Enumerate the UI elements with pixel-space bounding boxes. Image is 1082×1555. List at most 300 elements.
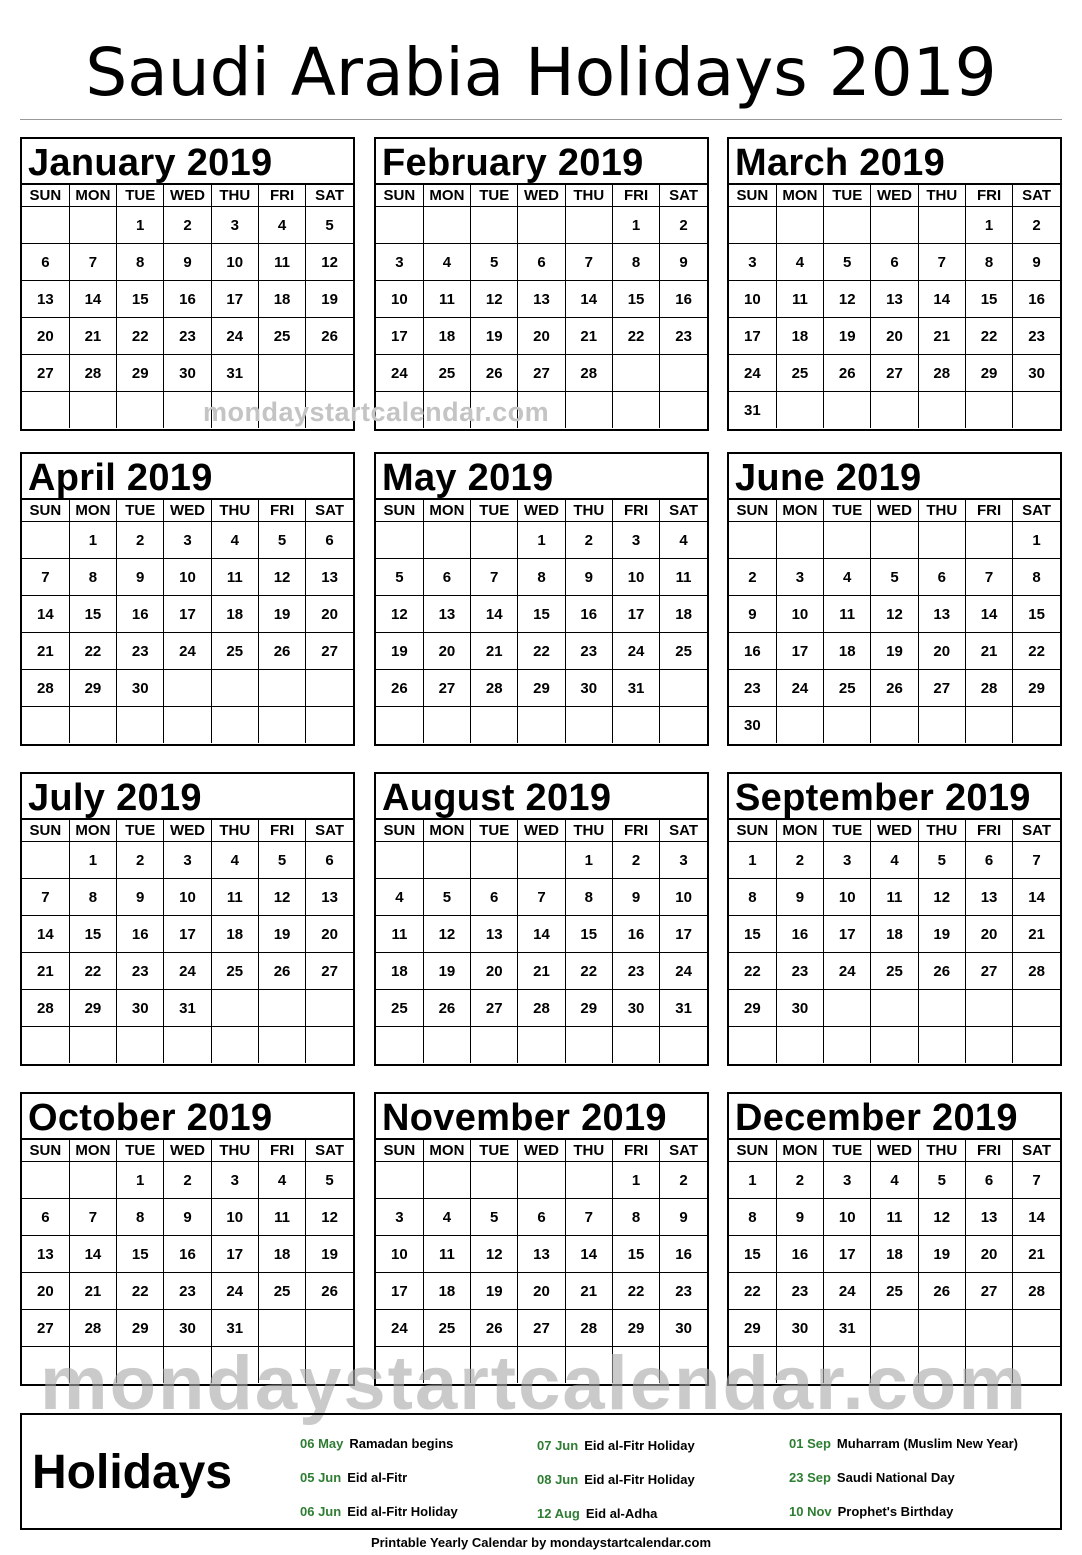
- day-cell: 1: [729, 1162, 776, 1199]
- weekday-header: MON: [423, 184, 470, 207]
- weekday-header: SAT: [660, 499, 707, 522]
- day-cell: 20: [306, 916, 353, 953]
- day-cell: 12: [824, 281, 871, 318]
- day-cell: 29: [117, 1310, 164, 1347]
- weekday-header: FRI: [965, 1139, 1012, 1162]
- day-cell: 7: [69, 1199, 116, 1236]
- weekday-header: WED: [164, 819, 211, 842]
- day-cell: 5: [871, 559, 918, 596]
- day-cell: [871, 1347, 918, 1384]
- day-cell: [871, 522, 918, 559]
- day-cell: 4: [258, 207, 305, 244]
- day-cell: 9: [117, 559, 164, 596]
- day-cell: 15: [612, 1236, 659, 1273]
- day-cell: 15: [965, 281, 1012, 318]
- day-cell: 29: [729, 1310, 776, 1347]
- day-cell: [376, 1027, 423, 1064]
- weekday-header: SUN: [729, 499, 776, 522]
- day-cell: 23: [776, 953, 823, 990]
- weekday-header: SAT: [660, 819, 707, 842]
- page-title: Saudi Arabia Holidays 2019: [85, 34, 997, 111]
- day-cell: 21: [1013, 1236, 1060, 1273]
- day-cell: 16: [660, 1236, 707, 1273]
- holiday-date: 01 Sep: [789, 1436, 831, 1451]
- day-cell: [22, 207, 69, 244]
- month-title: October 2019: [28, 1097, 273, 1139]
- day-cell: 4: [871, 1162, 918, 1199]
- weekday-header: THU: [918, 499, 965, 522]
- day-cell: 13: [22, 1236, 69, 1273]
- day-cell: [824, 522, 871, 559]
- month-title: June 2019: [735, 457, 922, 499]
- day-cell: 24: [211, 318, 258, 355]
- day-cell: 15: [565, 916, 612, 953]
- day-cell: [565, 1027, 612, 1064]
- day-cell: [776, 207, 823, 244]
- day-cell: [1013, 392, 1060, 429]
- day-cell: 27: [22, 1310, 69, 1347]
- day-cell: 30: [164, 355, 211, 392]
- weekday-header: WED: [871, 499, 918, 522]
- weekday-header: FRI: [258, 184, 305, 207]
- holiday-name: Eid al-Adha: [585, 1506, 658, 1521]
- day-cell: [258, 1347, 305, 1384]
- day-cell: [1013, 1027, 1060, 1064]
- day-cell: [471, 392, 518, 429]
- day-cell: [612, 707, 659, 744]
- day-cell: 6: [22, 244, 69, 281]
- day-cell: 5: [918, 842, 965, 879]
- day-cell: [211, 392, 258, 429]
- day-cell: 26: [824, 355, 871, 392]
- day-cell: 23: [117, 633, 164, 670]
- day-cell: 18: [660, 596, 707, 633]
- day-cell: [22, 1347, 69, 1384]
- day-cell: 24: [612, 633, 659, 670]
- holiday-date: 23 Sep: [789, 1470, 831, 1485]
- day-cell: 3: [376, 244, 423, 281]
- day-cell: 31: [164, 990, 211, 1027]
- weekday-header: MON: [776, 184, 823, 207]
- day-cell: 22: [117, 318, 164, 355]
- day-cell: 9: [117, 879, 164, 916]
- day-cell: 12: [258, 879, 305, 916]
- weekday-header: TUE: [117, 184, 164, 207]
- day-cell: 27: [22, 355, 69, 392]
- day-cell: 25: [824, 670, 871, 707]
- day-cell: [69, 1347, 116, 1384]
- day-cell: 25: [211, 633, 258, 670]
- day-cell: [660, 1027, 707, 1064]
- day-cell: [918, 1347, 965, 1384]
- weekday-header: THU: [565, 819, 612, 842]
- weekday-header: TUE: [824, 499, 871, 522]
- day-cell: 26: [918, 953, 965, 990]
- day-cell: 22: [565, 953, 612, 990]
- day-cell: 6: [518, 244, 565, 281]
- day-cell: 28: [471, 670, 518, 707]
- day-cell: 18: [211, 596, 258, 633]
- day-cell: 10: [211, 1199, 258, 1236]
- month-calendar: [374, 452, 709, 746]
- day-cell: [22, 1162, 69, 1199]
- day-cell: 29: [69, 990, 116, 1027]
- weekday-header: FRI: [965, 184, 1012, 207]
- day-cell: 4: [423, 244, 470, 281]
- day-cell: 21: [69, 318, 116, 355]
- day-cell: [965, 1027, 1012, 1064]
- weekday-header: MON: [776, 499, 823, 522]
- day-cell: 27: [471, 990, 518, 1027]
- weekday-header: FRI: [612, 819, 659, 842]
- weekday-header: SAT: [1013, 184, 1060, 207]
- holiday-date: 12 Aug: [537, 1506, 580, 1521]
- day-cell: 13: [22, 281, 69, 318]
- day-cell: 17: [612, 596, 659, 633]
- day-cell: [258, 670, 305, 707]
- day-cell: [69, 1027, 116, 1064]
- day-cell: 20: [423, 633, 470, 670]
- day-cell: [729, 1347, 776, 1384]
- day-cell: 23: [612, 953, 659, 990]
- month-title: May 2019: [382, 457, 554, 499]
- day-cell: 25: [211, 953, 258, 990]
- day-cell: 17: [660, 916, 707, 953]
- day-cell: 13: [965, 879, 1012, 916]
- day-cell: 4: [776, 244, 823, 281]
- day-cell: [211, 1027, 258, 1064]
- day-cell: 14: [518, 916, 565, 953]
- weekday-header: SAT: [1013, 1139, 1060, 1162]
- day-cell: 9: [164, 244, 211, 281]
- day-cell: 22: [69, 953, 116, 990]
- day-cell: 27: [518, 1310, 565, 1347]
- day-cell: 13: [518, 1236, 565, 1273]
- day-cell: 16: [776, 916, 823, 953]
- day-cell: 5: [306, 207, 353, 244]
- holiday-item: [789, 1470, 955, 1485]
- day-cell: 28: [69, 1310, 116, 1347]
- day-cell: [471, 707, 518, 744]
- day-cell: 29: [69, 670, 116, 707]
- weekday-header: MON: [69, 1139, 116, 1162]
- month-calendar: [727, 137, 1062, 431]
- day-cell: 30: [729, 707, 776, 744]
- day-cell: [211, 990, 258, 1027]
- day-cell: [423, 842, 470, 879]
- day-cell: 21: [565, 318, 612, 355]
- day-cell: 30: [776, 990, 823, 1027]
- day-cell: [518, 207, 565, 244]
- day-cell: 5: [423, 879, 470, 916]
- day-cell: 20: [518, 1273, 565, 1310]
- day-cell: 21: [565, 1273, 612, 1310]
- day-cell: 5: [306, 1162, 353, 1199]
- day-cell: [306, 1027, 353, 1064]
- day-cell: 3: [164, 522, 211, 559]
- weekday-header: TUE: [824, 184, 871, 207]
- holidays-heading: Holidays: [32, 1446, 233, 1499]
- day-cell: 10: [376, 281, 423, 318]
- month-title: December 2019: [735, 1097, 1018, 1139]
- day-cell: [776, 1027, 823, 1064]
- watermark-small: mondaystartcalendar.com: [203, 397, 550, 427]
- day-cell: [660, 392, 707, 429]
- day-cell: 26: [471, 355, 518, 392]
- day-cell: 22: [69, 633, 116, 670]
- day-cell: 22: [965, 318, 1012, 355]
- day-cell: [376, 1347, 423, 1384]
- day-cell: 31: [660, 990, 707, 1027]
- day-cell: 3: [824, 842, 871, 879]
- weekday-header: MON: [69, 184, 116, 207]
- day-cell: 28: [565, 355, 612, 392]
- day-cell: [471, 1027, 518, 1064]
- day-cell: [1013, 990, 1060, 1027]
- day-cell: 6: [306, 522, 353, 559]
- day-cell: 18: [423, 318, 470, 355]
- weekday-header: TUE: [117, 499, 164, 522]
- day-cell: 21: [918, 318, 965, 355]
- day-cell: 19: [471, 1273, 518, 1310]
- day-cell: [918, 207, 965, 244]
- weekday-header: SUN: [729, 184, 776, 207]
- day-cell: 29: [565, 990, 612, 1027]
- holiday-item: [537, 1506, 657, 1521]
- day-cell: 15: [518, 596, 565, 633]
- day-cell: 9: [565, 559, 612, 596]
- day-cell: [306, 1310, 353, 1347]
- day-cell: 19: [423, 953, 470, 990]
- day-cell: [871, 1027, 918, 1064]
- weekday-header: WED: [518, 499, 565, 522]
- day-cell: 6: [471, 879, 518, 916]
- day-cell: 13: [918, 596, 965, 633]
- day-cell: [376, 1162, 423, 1199]
- weekday-header: SUN: [376, 499, 423, 522]
- day-cell: 21: [22, 633, 69, 670]
- day-cell: 1: [1013, 522, 1060, 559]
- day-cell: [824, 207, 871, 244]
- day-cell: 11: [211, 879, 258, 916]
- day-cell: 6: [518, 1199, 565, 1236]
- day-cell: 6: [965, 842, 1012, 879]
- day-cell: 20: [871, 318, 918, 355]
- day-cell: 26: [471, 1310, 518, 1347]
- day-cell: 31: [612, 670, 659, 707]
- day-cell: [776, 522, 823, 559]
- day-cell: 30: [660, 1310, 707, 1347]
- day-cell: 9: [729, 596, 776, 633]
- month-title: November 2019: [382, 1097, 667, 1139]
- day-cell: 13: [965, 1199, 1012, 1236]
- day-cell: [306, 990, 353, 1027]
- day-cell: 21: [69, 1273, 116, 1310]
- day-cell: 13: [518, 281, 565, 318]
- day-cell: 2: [117, 842, 164, 879]
- day-cell: 29: [729, 990, 776, 1027]
- day-cell: [660, 707, 707, 744]
- day-cell: 2: [1013, 207, 1060, 244]
- day-cell: [965, 1310, 1012, 1347]
- day-cell: [376, 707, 423, 744]
- weekday-header: TUE: [471, 499, 518, 522]
- day-cell: 23: [660, 318, 707, 355]
- day-cell: [471, 207, 518, 244]
- day-cell: 15: [729, 1236, 776, 1273]
- day-cell: [258, 1027, 305, 1064]
- day-cell: [824, 990, 871, 1027]
- weekday-header: MON: [69, 499, 116, 522]
- day-cell: 10: [612, 559, 659, 596]
- day-cell: 26: [306, 1273, 353, 1310]
- holiday-name: Eid al-Fitr Holiday: [584, 1472, 695, 1487]
- day-cell: 18: [871, 916, 918, 953]
- day-cell: 13: [871, 281, 918, 318]
- day-cell: 11: [871, 1199, 918, 1236]
- day-cell: 14: [565, 1236, 612, 1273]
- day-cell: [306, 707, 353, 744]
- weekday-header: THU: [565, 1139, 612, 1162]
- day-cell: 9: [776, 1199, 823, 1236]
- day-cell: 20: [22, 1273, 69, 1310]
- weekday-header: SUN: [22, 499, 69, 522]
- day-cell: 5: [471, 1199, 518, 1236]
- day-cell: 17: [824, 1236, 871, 1273]
- weekday-header: SUN: [22, 819, 69, 842]
- day-cell: [776, 392, 823, 429]
- day-cell: 7: [565, 1199, 612, 1236]
- day-cell: [423, 392, 470, 429]
- weekday-header: MON: [69, 819, 116, 842]
- day-cell: 2: [776, 842, 823, 879]
- weekday-header: WED: [164, 499, 211, 522]
- day-cell: [211, 707, 258, 744]
- month-title: September 2019: [735, 777, 1031, 819]
- day-cell: [518, 1347, 565, 1384]
- day-cell: 22: [1013, 633, 1060, 670]
- day-cell: 19: [258, 916, 305, 953]
- day-cell: 24: [824, 953, 871, 990]
- day-cell: 2: [164, 207, 211, 244]
- day-cell: 9: [660, 1199, 707, 1236]
- weekday-header: TUE: [471, 184, 518, 207]
- weekday-header: SAT: [660, 1139, 707, 1162]
- holiday-date: 08 Jun: [537, 1472, 579, 1487]
- day-cell: 12: [471, 281, 518, 318]
- day-cell: [117, 1027, 164, 1064]
- day-cell: 14: [471, 596, 518, 633]
- day-cell: [1013, 1347, 1060, 1384]
- day-cell: [423, 707, 470, 744]
- day-cell: [117, 1347, 164, 1384]
- day-cell: [871, 990, 918, 1027]
- day-cell: [117, 392, 164, 429]
- day-cell: 26: [306, 318, 353, 355]
- day-cell: 30: [117, 670, 164, 707]
- day-cell: 17: [824, 916, 871, 953]
- day-cell: 23: [1013, 318, 1060, 355]
- day-cell: 25: [776, 355, 823, 392]
- day-cell: [612, 355, 659, 392]
- day-cell: 24: [164, 633, 211, 670]
- day-cell: 26: [258, 953, 305, 990]
- holiday-date: 07 Jun: [537, 1438, 579, 1453]
- day-cell: 22: [729, 953, 776, 990]
- day-cell: 7: [518, 879, 565, 916]
- day-cell: [164, 1027, 211, 1064]
- day-cell: 10: [824, 1199, 871, 1236]
- day-cell: [211, 1347, 258, 1384]
- day-cell: 7: [69, 244, 116, 281]
- day-cell: 29: [612, 1310, 659, 1347]
- day-cell: 5: [376, 559, 423, 596]
- day-cell: [965, 392, 1012, 429]
- day-cell: 14: [965, 596, 1012, 633]
- weekday-header: WED: [164, 1139, 211, 1162]
- day-cell: 27: [306, 953, 353, 990]
- day-cell: 5: [258, 522, 305, 559]
- holiday-name: Eid al-Fitr Holiday: [584, 1438, 695, 1453]
- weekday-header: WED: [871, 1139, 918, 1162]
- day-cell: 1: [612, 1162, 659, 1199]
- day-cell: [660, 670, 707, 707]
- day-cell: 11: [824, 596, 871, 633]
- day-cell: [612, 392, 659, 429]
- day-cell: 31: [824, 1310, 871, 1347]
- day-cell: 2: [164, 1162, 211, 1199]
- weekday-header: SAT: [306, 819, 353, 842]
- day-cell: [965, 707, 1012, 744]
- day-cell: 1: [612, 207, 659, 244]
- day-cell: 21: [22, 953, 69, 990]
- day-cell: 18: [376, 953, 423, 990]
- weekday-header: TUE: [117, 1139, 164, 1162]
- holiday-name: Eid al-Fitr: [347, 1470, 408, 1485]
- day-cell: 30: [117, 990, 164, 1027]
- month-title: July 2019: [28, 777, 202, 819]
- weekday-header: THU: [918, 819, 965, 842]
- day-cell: 7: [1013, 842, 1060, 879]
- day-cell: [918, 1310, 965, 1347]
- day-cell: 11: [423, 281, 470, 318]
- day-cell: 18: [258, 281, 305, 318]
- month-calendar: [374, 137, 709, 431]
- day-cell: [776, 1347, 823, 1384]
- day-cell: 7: [22, 879, 69, 916]
- day-cell: 11: [423, 1236, 470, 1273]
- weekday-header: TUE: [471, 819, 518, 842]
- day-cell: [776, 707, 823, 744]
- holiday-name: Eid al-Fitr Holiday: [347, 1504, 458, 1519]
- day-cell: 27: [918, 670, 965, 707]
- day-cell: [471, 522, 518, 559]
- holiday-item: [300, 1436, 453, 1451]
- day-cell: 27: [423, 670, 470, 707]
- day-cell: 17: [164, 596, 211, 633]
- weekday-header: SUN: [729, 1139, 776, 1162]
- month-calendar: [727, 1092, 1062, 1386]
- day-cell: 21: [471, 633, 518, 670]
- day-cell: 14: [22, 916, 69, 953]
- day-cell: 19: [376, 633, 423, 670]
- day-cell: [376, 522, 423, 559]
- weekday-header: SUN: [376, 184, 423, 207]
- day-cell: 21: [1013, 916, 1060, 953]
- day-cell: 1: [965, 207, 1012, 244]
- day-cell: 7: [918, 244, 965, 281]
- day-cell: 12: [306, 244, 353, 281]
